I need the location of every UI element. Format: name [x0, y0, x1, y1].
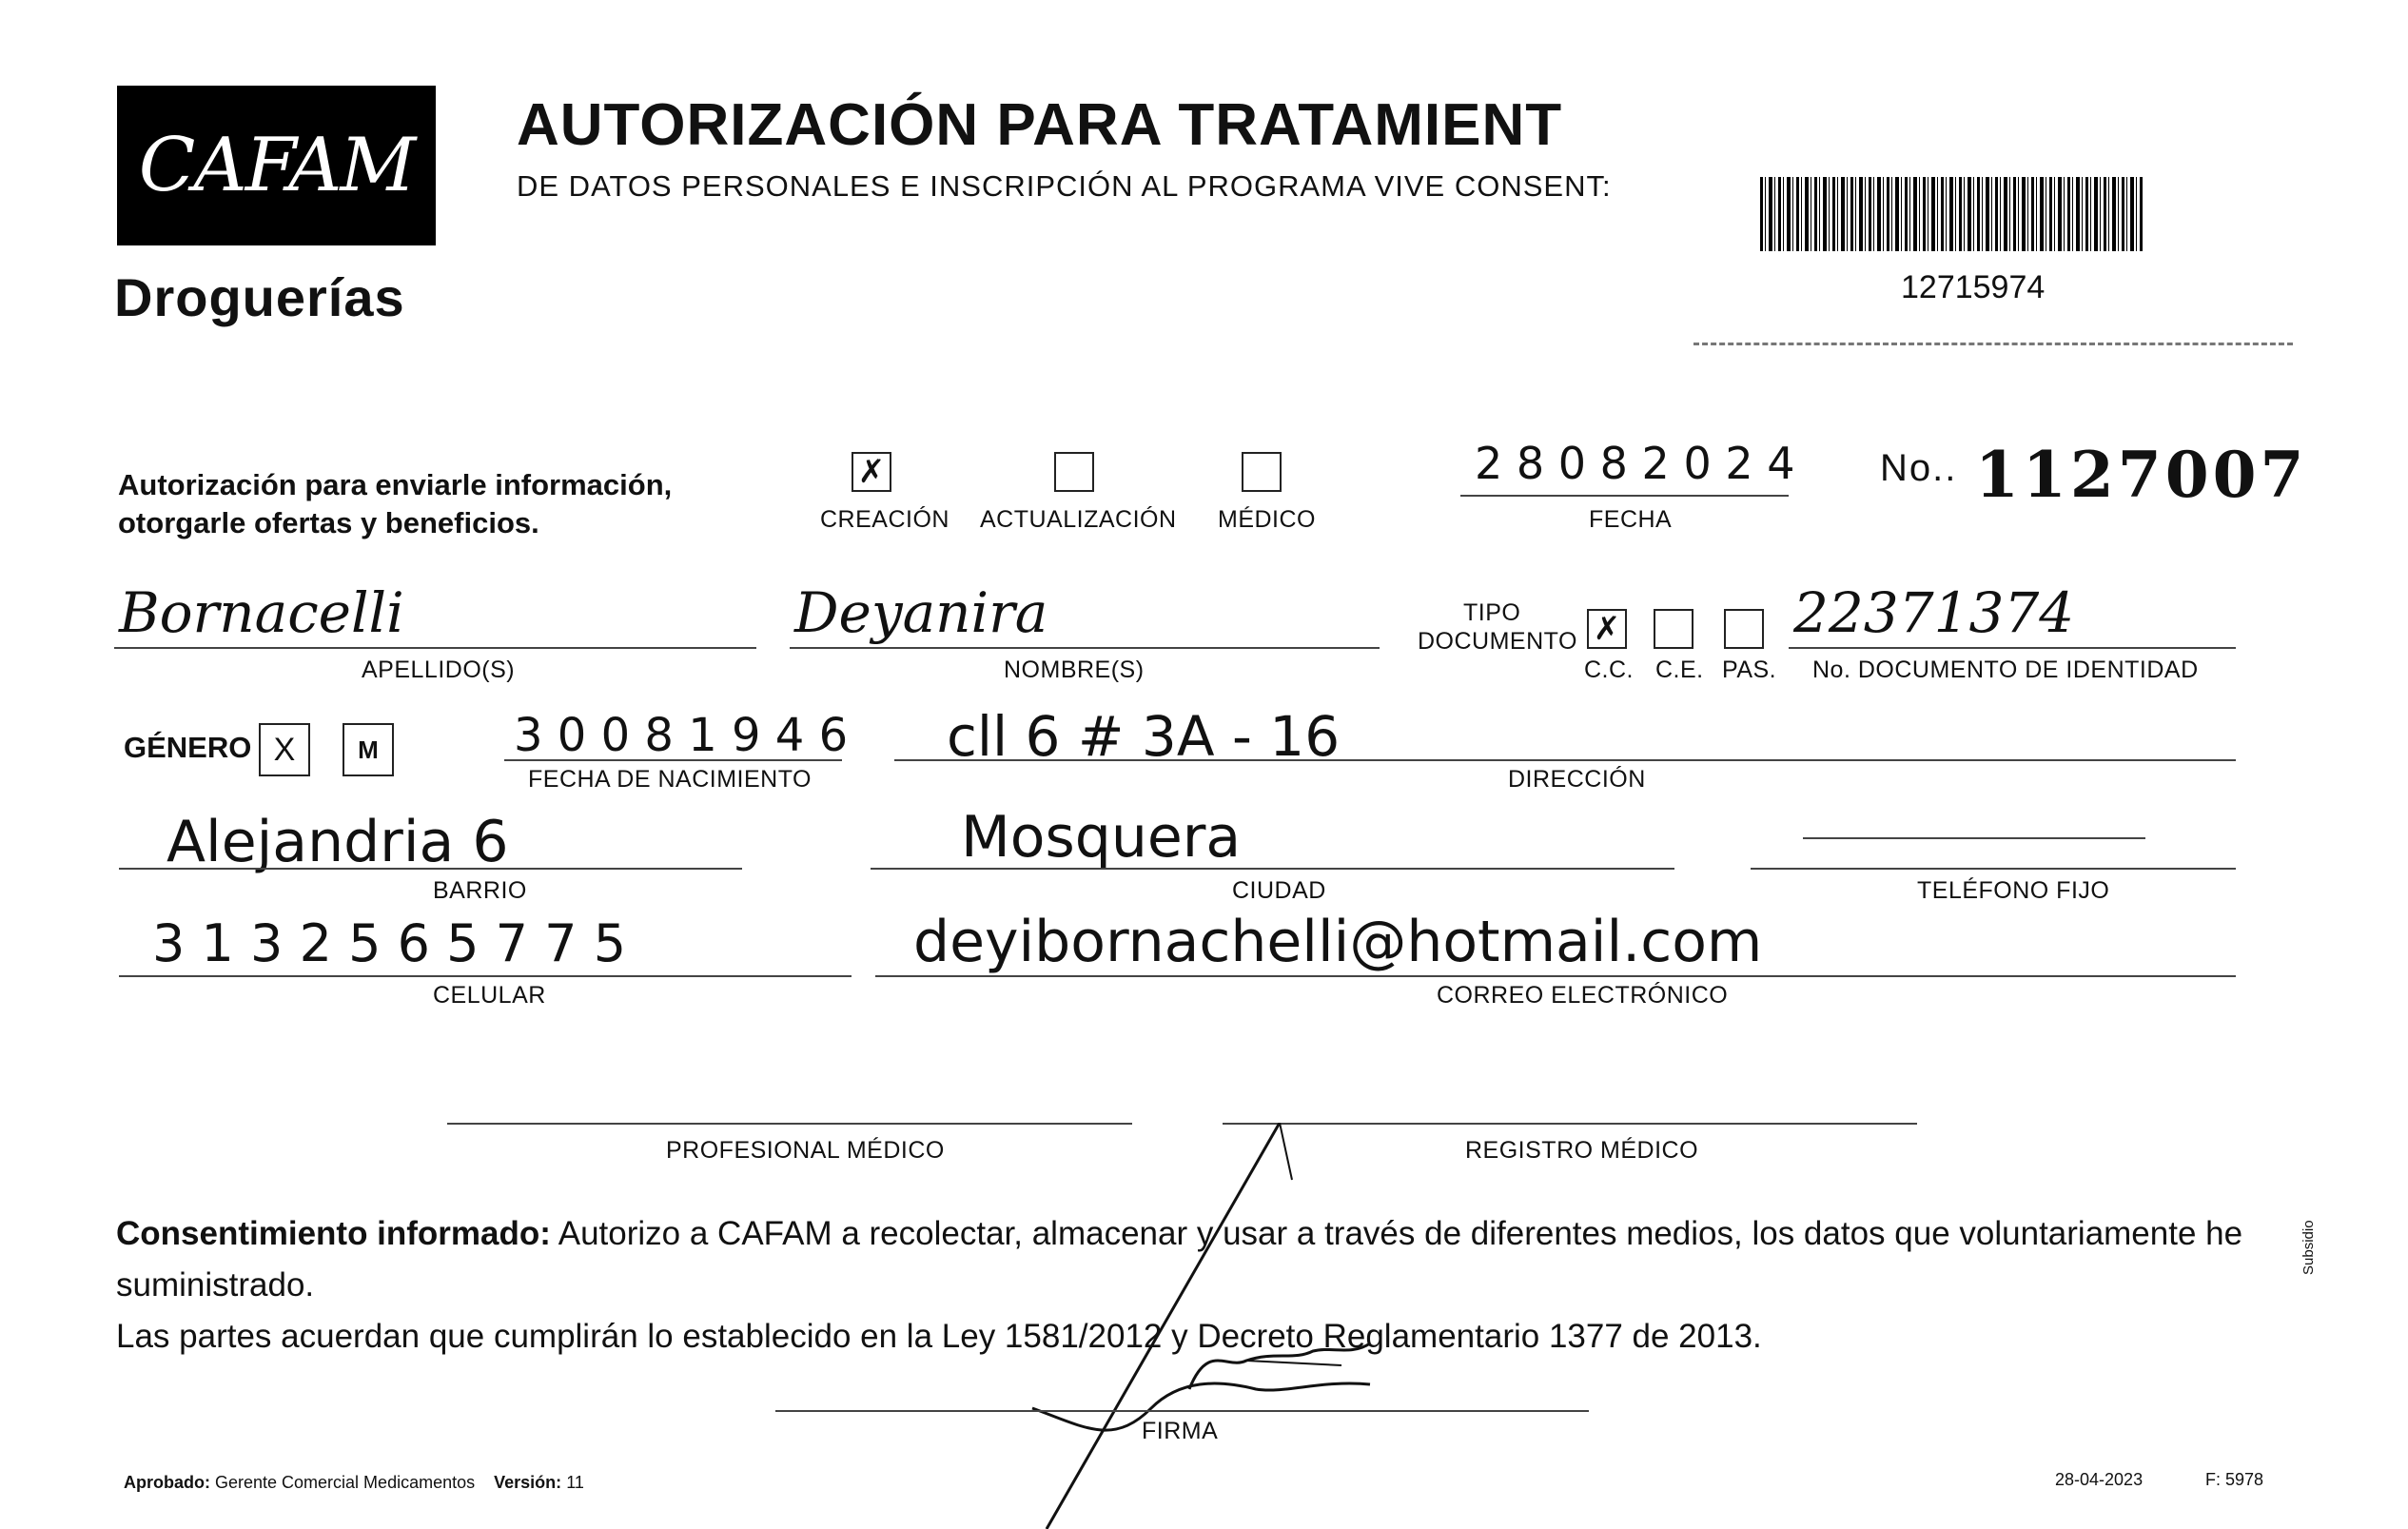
creacion-checkbox[interactable]: ✗	[852, 452, 891, 492]
fecha-line	[1460, 495, 1789, 497]
barcode-image	[1760, 177, 2144, 251]
direccion-label: DIRECCIÓN	[1508, 766, 1646, 793]
consent-text1: Autorizo a CAFAM a recolectar, almacenar y usar a través de diferentes medios, los datos que voluntariamente he suministrado.	[116, 1215, 2243, 1304]
numero-label: No..	[1880, 447, 1958, 489]
ciudad-label: CIUDAD	[1232, 877, 1326, 904]
firma-label: FIRMA	[1142, 1418, 1219, 1444]
telefono-label: TELÉFONO FIJO	[1917, 877, 2110, 904]
correo-line	[875, 975, 2236, 977]
profesional-label: PROFESIONAL MÉDICO	[666, 1137, 945, 1164]
genero-f-checkbox[interactable]	[259, 723, 310, 776]
numero-value: 1127007	[1975, 438, 2308, 512]
footer-code: F: 5978	[2205, 1470, 2264, 1489]
actualizacion-checkbox[interactable]	[1054, 452, 1094, 492]
nombres-value[interactable]: Deyanira	[794, 580, 1048, 645]
ciudad-line	[871, 868, 1674, 870]
celular-label: CELULAR	[433, 982, 546, 1009]
nombres-line	[790, 647, 1380, 649]
barrio-value[interactable]: Alejandria 6	[166, 809, 509, 875]
telefono-scribble	[1803, 837, 2145, 839]
ciudad-value[interactable]: Mosquera	[961, 804, 1242, 871]
actualizacion-label: ACTUALIZACIÓN	[980, 506, 1177, 533]
fecha-value[interactable]: 2 8 0 8 2 0 2 4	[1475, 438, 1795, 489]
telefono-line	[1751, 868, 2236, 870]
barcode-number: 12715974	[1901, 269, 2046, 305]
fecha-label: FECHA	[1589, 506, 1673, 533]
form-title: AUTORIZACIÓN PARA TRATAMIENT	[517, 92, 1563, 158]
side-text: Subsidio	[2300, 1220, 2317, 1275]
apellidos-label: APELLIDO(S)	[362, 657, 516, 683]
form-subtitle: DE DATOS PERSONALES E INSCRIPCIÓN AL PROGRAMA VIVE CONSENT:	[517, 169, 1612, 203]
genero-f-mark: X	[273, 731, 296, 768]
cut-line	[1693, 343, 2293, 345]
footer-approved	[124, 1473, 584, 1493]
consent-text2: Las partes acuerdan que cumplirán lo establecido en la Ley 1581/2012 y Decreto Reglamentario 1377 de 2013.	[116, 1318, 1762, 1355]
creacion-label: CREACIÓN	[820, 506, 949, 533]
correo-label: CORREO ELECTRÓNICO	[1437, 982, 1729, 1009]
intro-line2: otorgarle ofertas y beneficios.	[118, 506, 539, 539]
celular-line	[119, 975, 852, 977]
version-value: 11	[566, 1473, 584, 1492]
consent-bold: Consentimiento informado:	[116, 1215, 551, 1252]
apellidos-line	[114, 647, 756, 649]
logo-text: CAFAM	[138, 123, 415, 208]
tipo-label-2: DOCUMENTO	[1418, 628, 1577, 655]
firma-line	[775, 1410, 1589, 1412]
documento-value[interactable]: 22371374	[1793, 580, 2075, 645]
direccion-line	[894, 759, 2236, 761]
documento-label: No. DOCUMENTO DE IDENTIDAD	[1812, 657, 2199, 683]
ce-checkbox[interactable]	[1654, 609, 1693, 649]
genero-label: GÉNERO	[124, 731, 252, 764]
nacimiento-value[interactable]: 3 0 0 8 1 9 4 6	[514, 709, 849, 762]
cafam-logo	[117, 86, 436, 245]
barrio-line	[119, 868, 742, 870]
aprobado-label: Aprobado:	[124, 1473, 210, 1492]
celular-value[interactable]: 3 1 3 2 5 6 5 7 7 5	[152, 913, 627, 973]
nombres-label: NOMBRE(S)	[1004, 657, 1145, 683]
medico-checkbox[interactable]	[1242, 452, 1282, 492]
direccion-value[interactable]: cll 6 # 3A - 16	[947, 704, 1341, 769]
intro-line1: Autorización para enviarle información,	[118, 468, 673, 501]
barrio-label: BARRIO	[433, 877, 527, 904]
footer-date: 28-04-2023	[2055, 1470, 2144, 1489]
ce-label: C.E.	[1655, 657, 1704, 683]
documento-line	[1789, 647, 2236, 649]
cc-label: C.C.	[1584, 657, 1634, 683]
apellidos-value[interactable]: Bornacelli	[119, 580, 404, 645]
correo-value[interactable]: deyibornachelli@hotmail.com	[913, 909, 1763, 975]
genero-m-checkbox[interactable]	[343, 723, 394, 776]
signature-drawing	[1028, 1123, 1427, 1529]
version-label: Versión:	[494, 1473, 562, 1492]
nacimiento-label: FECHA DE NACIMIENTO	[528, 766, 812, 793]
pas-checkbox[interactable]	[1724, 609, 1764, 649]
aprobado-value: Gerente Comercial Medicamentos	[215, 1473, 476, 1492]
tipo-label-1: TIPO	[1463, 599, 1521, 626]
cc-checkbox[interactable]: ✗	[1587, 609, 1627, 649]
genero-m-label: M	[358, 735, 379, 764]
intro-text	[118, 466, 672, 542]
registro-label: REGISTRO MÉDICO	[1465, 1137, 1699, 1164]
nacimiento-line	[504, 759, 842, 761]
logo-subtitle: Droguerías	[114, 267, 405, 327]
pas-label: PAS.	[1722, 657, 1777, 683]
medico-label: MÉDICO	[1218, 506, 1316, 533]
